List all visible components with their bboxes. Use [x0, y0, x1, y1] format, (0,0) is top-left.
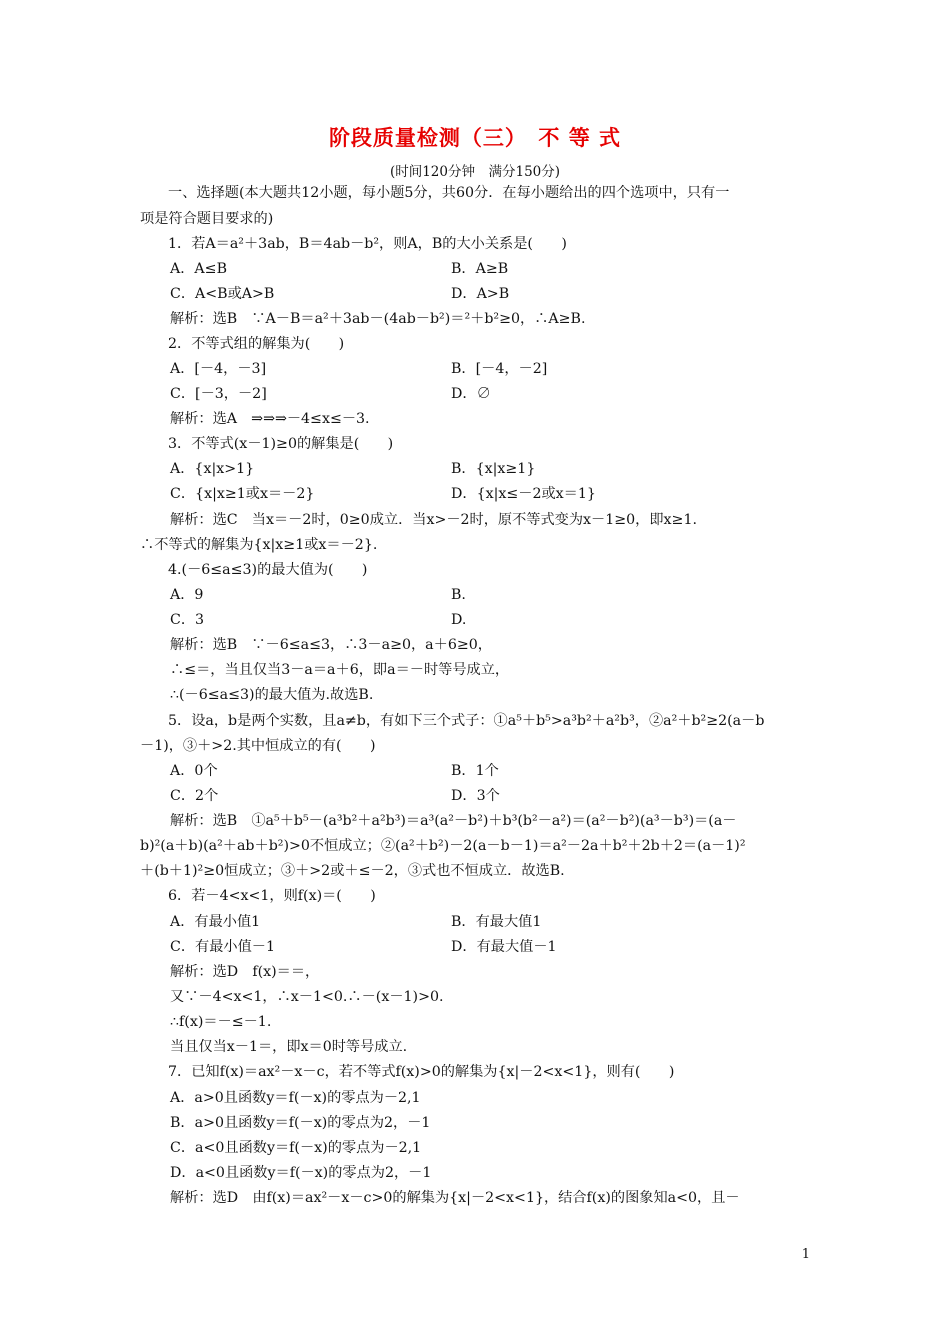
q1-option-a: A．A≤B [170, 261, 227, 277]
q6-option-a: A．有最小值1 [170, 914, 261, 930]
page-title: 阶段质量检测（三） 不 等 式 [328, 126, 622, 150]
q7-option-b: B．a>0且函数y＝f(－x)的零点为2，－1 [170, 1115, 431, 1131]
q1-answer: 解析：选B ∵A－B＝a²＋3ab－(4ab－b²)＝²＋b²≥0，∴A≥B. [170, 311, 586, 327]
q2-option-a: A．[－4，－3] [170, 361, 267, 377]
q3-option-c: C．{x|x≥1或x＝－2} [170, 486, 315, 502]
q7-option-a: A．a>0且函数y＝f(－x)的零点为－2,1 [170, 1090, 421, 1106]
q6-answer-cont: ∴f(x)＝－≤－1. [170, 1014, 272, 1030]
q2-answer: 解析：选A ⇒⇒⇒－4≤x≤－3. [170, 411, 370, 427]
q4-option-d: D. [451, 612, 467, 628]
q4-option-c: C．3 [170, 612, 205, 628]
q1-option-c: C．A<B或A>B [170, 286, 275, 302]
q6-answer: 解析：选D f(x)＝＝， [170, 964, 320, 980]
page-subtitle: (时间120分钟 满分150分) [389, 164, 561, 180]
page-number: 1 [801, 1247, 810, 1262]
q5-option-c: C．2个 [170, 788, 219, 804]
q6-answer-cont: 又∵－4<x<1，∴x－1<0.∴－(x－1)>0. [170, 989, 444, 1005]
q3-answer-cont: ∴不等式的解集为{x|x≥1或x＝－2}. [140, 537, 378, 553]
q3-option-b: B．{x|x≥1} [451, 461, 536, 477]
q7-answer: 解析：选D 由f(x)＝ax²－x－c>0的解集为{x|－2<x<1}，结合f(x)的图象知a<0，且－ [170, 1190, 740, 1206]
q4-answer-cont: ∴(－6≤a≤3)的最大值为.故选B. [170, 687, 374, 703]
q2-option-b: B．[－4，－2] [451, 361, 548, 377]
q7-option-c: C．a<0且函数y＝f(－x)的零点为－2,1 [170, 1140, 422, 1156]
q5-answer-cont: b)²(a＋b)(a²＋ab＋b²)>0不恒成立；②(a²＋b²)－2(a－b－1)＝a²－2a＋b²＋2b＋2＝(a－1)² [140, 838, 746, 854]
q1-option-d: D．A>B [451, 286, 510, 302]
q7-stem: 7．已知f(x)＝ax²－x－c，若不等式f(x)>0的解集为{x|－2<x<1}，则有( ) [168, 1064, 675, 1080]
q5-answer-cont: ＋(b＋1)²≥0恒成立；③＋>2或＋≤－2，③式也不恒成立．故选B. [140, 863, 565, 879]
q3-option-a: A．{x|x>1} [170, 461, 255, 477]
q6-stem: 6．若－4<x<1，则f(x)＝( ) [168, 888, 376, 904]
q1-option-b: B．A≥B [451, 261, 509, 277]
q6-option-d: D．有最大值－1 [451, 939, 557, 955]
q2-option-d: D．∅ [451, 386, 491, 402]
q3-stem: 3．不等式(x－1)≥0的解集是( ) [168, 436, 394, 452]
q5-stem: 5．设a，b是两个实数，且a≠b，有如下三个式子：①a⁵＋b⁵>a³b²＋a²b³，②a²＋b²≥2(a－b [168, 713, 765, 729]
q4-answer-cont: ∴≤＝，当且仅当3－a＝a＋6，即a＝－时等号成立， [170, 662, 510, 678]
q5-answer: 解析：选B ①a⁵＋b⁵－(a³b²＋a²b³)＝a³(a²－b²)＋b³(b²－a²)＝(a²－b²)(a³－b³)＝(a－ [170, 813, 737, 829]
q2-option-c: C．[－3，－2] [170, 386, 267, 402]
q4-option-b: B. [451, 587, 466, 603]
section-heading-cont: 项是符合题目要求的) [140, 211, 274, 227]
q4-option-a: A．9 [170, 587, 204, 603]
q4-answer: 解析：选B ∵－6≤a≤3，∴3－a≥0，a＋6≥0， [170, 637, 492, 653]
q5-option-a: A．0个 [170, 763, 218, 779]
section-heading: 一、选择题(本大题共12小题，每小题5分，共60分．在每小题给出的四个选项中，只有一 [168, 185, 730, 201]
q6-answer-cont: 当且仅当x－1＝，即x＝0时等号成立. [170, 1039, 408, 1055]
q1-stem: 1．若A＝a²＋3ab，B＝4ab－b²，则A，B的大小关系是( ) [168, 236, 567, 252]
q4-stem: 4.(－6≤a≤3)的最大值为( ) [168, 562, 368, 578]
q3-option-d: D．{x|x≤－2或x＝1} [451, 486, 596, 502]
q6-option-c: C．有最小值－1 [170, 939, 276, 955]
q7-option-d: D．a<0且函数y＝f(－x)的零点为2，－1 [170, 1165, 432, 1181]
q3-answer: 解析：选C 当x＝－2时，0≥0成立．当x>－2时，原不等式变为x－1≥0，即x≥1. [170, 512, 697, 528]
q5-option-b: B．1个 [451, 763, 499, 779]
q5-option-d: D．3个 [451, 788, 500, 804]
q6-option-b: B．有最大值1 [451, 914, 542, 930]
q5-stem-cont: －1)，③＋>2.其中恒成立的有( ) [140, 738, 376, 754]
q2-stem: 2．不等式组的解集为( ) [168, 336, 345, 352]
